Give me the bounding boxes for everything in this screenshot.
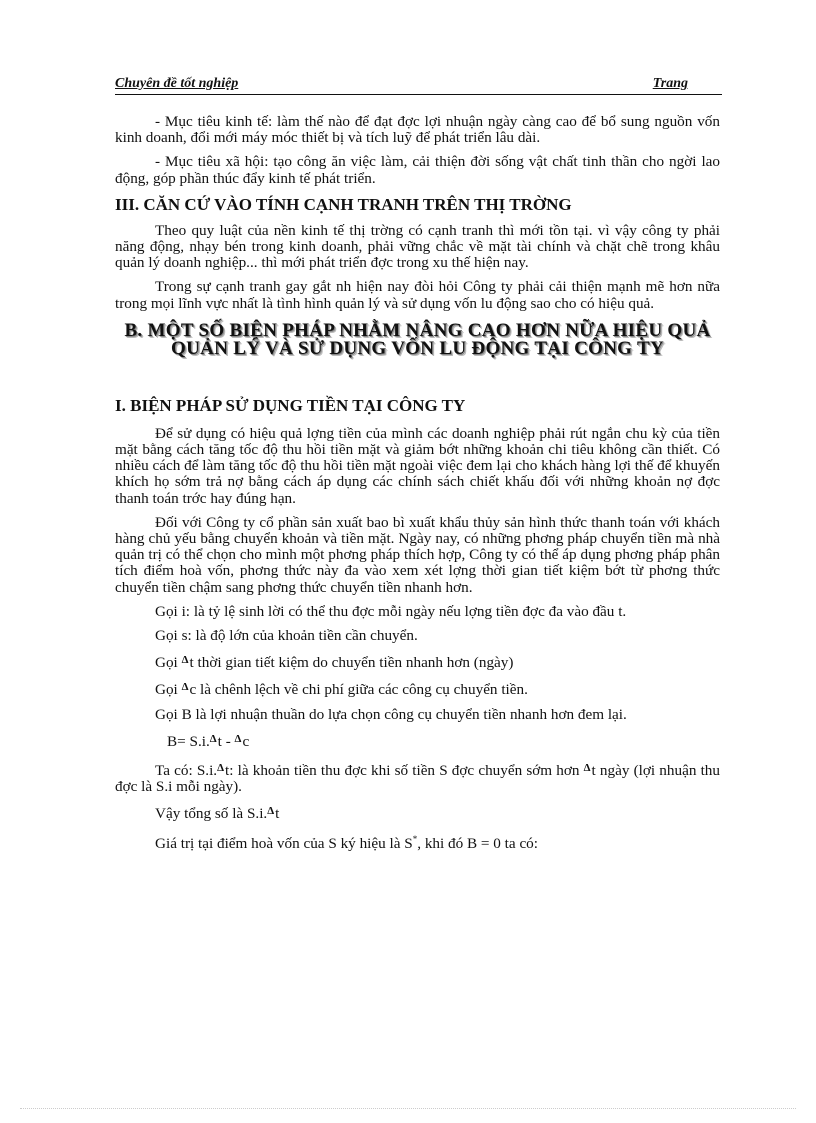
delta-symbol: Δ bbox=[181, 654, 189, 667]
delta-symbol: Δ bbox=[209, 732, 217, 745]
delta-symbol: Δ bbox=[181, 681, 189, 694]
text: Giá trị tại điểm hoà vốn của S ký hiệu là S bbox=[155, 834, 413, 852]
paragraph bbox=[115, 803, 720, 822]
text: c bbox=[242, 732, 250, 750]
text: c là chênh lệch về chi phí giữa các công cụ chuyển tiền. bbox=[189, 681, 528, 699]
text: Gọi bbox=[155, 681, 182, 699]
delta-symbol: Δ bbox=[217, 762, 224, 775]
header-page-label: Trang bbox=[652, 76, 688, 91]
delta-symbol: Δ bbox=[583, 762, 591, 775]
delta-symbol: Δ bbox=[267, 805, 275, 818]
paragraph: Gọi i: là tỷ lệ sinh lời có thể thu đợc mỗi ngày nếu lợng tiền đợc đa vào đầu t. bbox=[155, 602, 627, 620]
chapter-heading: B. MỘT SỐ BIỆN PHÁP NHẰM NÂNG CAO HƠN NỮA HIỆU QUẢ QUẢN LÝ VÀ SỬ DỤNG VỐN LU ĐỘNG TẠI CÔNG TY bbox=[124, 319, 711, 359]
paragraph: Theo quy luật của nền kinh tế thị trờng có cạnh tranh thì mới tồn tại. vì vậy công ty phải năng động, nhạy bén trong kinh doanh, phải vững chắc về mặt tài chính và chặt chẽ trong khâu quản lý doanh nghiệp... thì mới phát triển đợc trong xu thế hiện nay. bbox=[115, 221, 720, 272]
header-title: Chuyên đề tốt nghiệp bbox=[115, 76, 239, 91]
delta-symbol: Δ bbox=[234, 732, 242, 745]
paragraph: - Mục tiêu xã hội: tạo công ăn việc làm, cải thiện đời sống vật chất tinh thần cho ngời lao động, góp phần thúc đẩy kinh tế phát triển. bbox=[115, 153, 720, 187]
paragraph: Gọi B là lợi nhuận thuần do lựa chọn công cụ chuyển tiền nhanh hơn đem lại. bbox=[155, 705, 627, 723]
paragraph bbox=[115, 760, 720, 795]
paragraph: Để sử dụng có hiệu quả lợng tiền của mình các doanh nghiệp phải rút ngắn chu kỳ của tiền mặt bằng cách tăng tốc độ thu hồi tiền mặt và giảm bớt những khoản chi tiêu không cần thiết. Có nhiều cách để làm tăng tốc độ thu hồi tiền mặt ngoài việc đem lại cho khách hàng lợi thế để khuyến khích họ sớm trả nợ bằng cách áp dụng các chính sách chiết khấu đối với những khoản nợ đợc thanh toán trớc hay đúng hạn. bbox=[115, 424, 720, 507]
text: t bbox=[275, 805, 280, 823]
text: Ta có: S.i. bbox=[155, 762, 218, 780]
superscript: * bbox=[412, 833, 418, 844]
text: t: là khoản tiền thu đợc khi số tiền S đợc chuyển sớm hơn bbox=[225, 762, 584, 780]
formula bbox=[115, 731, 720, 750]
text: t ngày (lợi nhuận thu đợc là S.i mỗi ngày). bbox=[115, 762, 720, 796]
paragraph bbox=[115, 652, 720, 671]
section-heading: I. BIỆN PHÁP SỬ DỤNG TIỀN TẠI CÔNG TY bbox=[115, 395, 466, 415]
document-body bbox=[115, 114, 720, 860]
text: t thời gian tiết kiệm do chuyển tiền nhanh hơn (ngày) bbox=[189, 654, 514, 672]
paragraph: Đối với Công ty cổ phần sản xuất bao bì xuất khẩu thủy sản hình thức thanh toán với khách hàng chủ yếu bằng chuyển khoản và tiền mặt. Ngày nay, có những phơng pháp chuyển tiền mà nhà quản trị có thể chọn cho mình một phơng pháp thích hợp, Công ty có thể áp dụng phơng pháp phân tích điểm hoà vốn, phơng thức này đa vào xem xét lợng thời gian tiết kiệm bớt từ phơng thức chuyển tiền chậm sang phơng thức chuyển tiền nhanh hơn. bbox=[115, 513, 720, 596]
page-header bbox=[115, 76, 722, 95]
text: B= S.i. bbox=[167, 732, 210, 750]
paragraph bbox=[115, 679, 720, 698]
text: t - bbox=[217, 732, 235, 750]
paragraph: Gọi s: là độ lớn của khoản tiền cần chuyển. bbox=[155, 627, 418, 645]
text: Gọi bbox=[155, 654, 182, 672]
text: Vậy tổng số là S.i. bbox=[155, 805, 268, 823]
page-bottom-rule bbox=[20, 1108, 796, 1109]
text: , khi đó B = 0 ta có: bbox=[417, 834, 538, 852]
section-heading: III. CĂN CỨ VÀO TÍNH CẠNH TRANH TRÊN THỊ TRỜNG bbox=[115, 194, 572, 214]
paragraph bbox=[115, 831, 720, 852]
paragraph: - Mục tiêu kinh tế: làm thế nào để đạt đợc lợi nhuận ngày càng cao để bổ sung nguồn vốn kinh doanh, đổi mới máy móc thiết bị và tích luỹ để phát triển lâu dài. bbox=[115, 113, 720, 147]
paragraph: Trong sự cạnh tranh gay gắt nh hiện nay đòi hỏi Công ty phải cải thiện mạnh mẽ hơn nữa trong mọi lĩnh vực nhất là tình hình quản lý và sử dụng vốn lu động sao cho có hiệu quả. bbox=[115, 278, 720, 312]
